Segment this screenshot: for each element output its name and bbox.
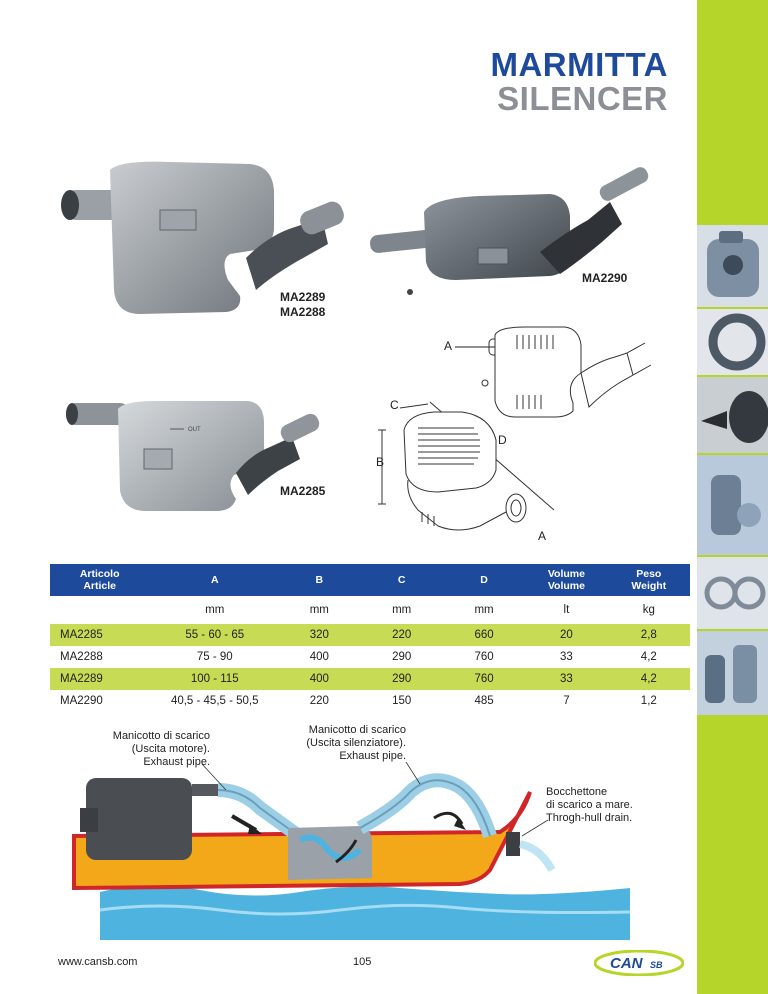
svg-text:CAN: CAN: [610, 955, 643, 972]
table-cell: MA2285: [50, 624, 151, 646]
table-cell: 220: [360, 624, 442, 646]
table-cell: 290: [360, 668, 442, 690]
table-cell: mm: [151, 596, 278, 624]
table-cell: kg: [608, 596, 690, 624]
thumb-fittings: [697, 631, 768, 715]
table-cell: 40,5 - 45,5 - 50,5: [151, 690, 278, 712]
table-cell: 150: [360, 690, 442, 712]
table-cell: 55 - 60 - 65: [151, 624, 278, 646]
caption-engine-exhaust: Manicotto di scarico (Uscita motore). Exhaust pipe.: [112, 730, 210, 768]
table-cell: [50, 596, 151, 624]
side-thumbnail-strip: [697, 225, 768, 715]
table-cell: 660: [443, 624, 525, 646]
table-header-cell: A: [151, 564, 278, 596]
table-header-cell: C: [360, 564, 442, 596]
table-cell: 7: [525, 690, 607, 712]
label-ma2288: MA2288: [280, 305, 326, 319]
table-cell: 760: [443, 668, 525, 690]
table-cell: 100 - 115: [151, 668, 278, 690]
table-units-row: [50, 596, 690, 624]
caption-through-hull: Bocchettone di scarico a mare. Throgh-hull drain.: [546, 786, 633, 824]
svg-text:SB: SB: [650, 960, 663, 970]
spec-table: [50, 564, 690, 712]
table-cell: 400: [278, 668, 360, 690]
table-row: [50, 624, 690, 646]
table-cell: lt: [525, 596, 607, 624]
table-cell: mm: [360, 596, 442, 624]
table-cell: mm: [278, 596, 360, 624]
caption-silencer-exhaust: Manicotto di scarico (Uscita silenziatore). Exhaust pipe.: [306, 724, 406, 762]
footer-url: www.cansb.com: [58, 956, 138, 968]
dim-label-b: B: [376, 455, 385, 469]
table-cell: 1,2: [608, 690, 690, 712]
table-cell: 4,2: [608, 668, 690, 690]
thumb-ring: [697, 309, 768, 375]
table-cell: 290: [360, 646, 442, 668]
dim-label-a-bottom: A: [538, 529, 547, 543]
table-row: [50, 646, 690, 668]
table-cell: mm: [443, 596, 525, 624]
thumb-bellows: [697, 377, 768, 453]
dimension-drawing-main: [378, 400, 558, 548]
table-header-row: [50, 564, 690, 596]
table-header-cell: D: [443, 564, 525, 596]
cansb-logo: [594, 950, 684, 976]
page-title: MARMITTA: [490, 46, 668, 83]
thumb-valves: [697, 455, 768, 555]
dim-label-c: C: [390, 398, 399, 412]
table-header-cell: Peso Weight: [608, 564, 690, 596]
page-subtitle: SILENCER: [497, 80, 668, 117]
thumb-clamps: [697, 557, 768, 629]
table-row: [50, 668, 690, 690]
table-cell: 4,2: [608, 646, 690, 668]
table-cell: 220: [278, 690, 360, 712]
table-header-cell: Articolo Article: [50, 564, 151, 596]
table-cell: 400: [278, 646, 360, 668]
table-cell: MA2289: [50, 668, 151, 690]
embossed-out-text: OUT: [188, 427, 201, 433]
table-cell: MA2288: [50, 646, 151, 668]
page-number: 105: [353, 956, 372, 968]
dim-label-a-top: A: [444, 339, 453, 353]
table-cell: 320: [278, 624, 360, 646]
table-cell: 75 - 90: [151, 646, 278, 668]
table-cell: 33: [525, 646, 607, 668]
table-cell: 33: [525, 668, 607, 690]
engine-block: [86, 778, 192, 860]
table-cell: 760: [443, 646, 525, 668]
label-ma2290: MA2290: [582, 271, 628, 285]
table-header-cell: B: [278, 564, 360, 596]
dim-label-d: D: [498, 433, 507, 447]
table-cell: 2,8: [608, 624, 690, 646]
thumb-fuel-tank: [697, 225, 768, 307]
table-cell: MA2290: [50, 690, 151, 712]
label-ma2285: MA2285: [280, 484, 326, 498]
label-ma2289: MA2289: [280, 290, 326, 304]
table-cell: 20: [525, 624, 607, 646]
table-cell: 485: [443, 690, 525, 712]
table-row: [50, 690, 690, 712]
table-header-cell: Volume Volume: [525, 564, 607, 596]
